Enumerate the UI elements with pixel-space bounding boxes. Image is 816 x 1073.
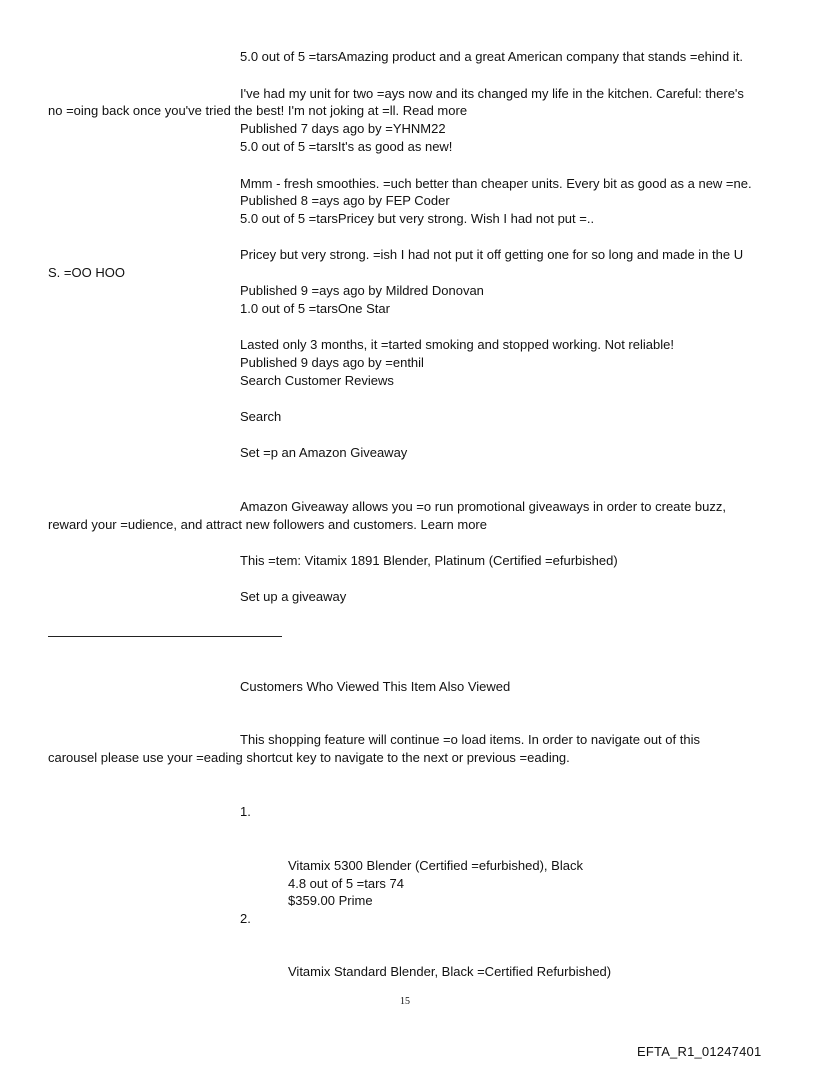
also-viewed-heading: Customers Who Viewed This Item Also Viewed xyxy=(240,679,511,694)
giveaway-heading: Set =p an Amazon Giveaway xyxy=(240,445,408,460)
review-2-meta: Published 8 =ays ago by FEP Coder xyxy=(240,193,450,208)
carousel-note-line-2: carousel please use your =eading shortcut key to navigate to the next or previous =eading. xyxy=(48,750,570,765)
giveaway-description-text: reward your =udience, and attract new followers and customers. xyxy=(48,517,421,532)
carousel-item-1-rating: 4.8 out of 5 =tars 74 xyxy=(288,876,404,891)
review-4-meta: Published 9 days ago by =enthil xyxy=(240,355,424,370)
review-1-heading: 5.0 out of 5 =tarsAmazing product and a great American company that stands =ehind it. xyxy=(240,49,743,64)
learn-more-link[interactable]: Learn more xyxy=(420,517,487,532)
review-3-body-line-2: S. =OO HOO xyxy=(48,265,125,280)
search-reviews-heading: Search Customer Reviews xyxy=(240,373,394,388)
bates-number: EFTA_R1_01247401 xyxy=(637,1044,762,1059)
carousel-item-1-title[interactable]: Vitamix 5300 Blender (Certified =efurbished), Black xyxy=(288,858,583,873)
review-4-heading: 1.0 out of 5 =tarsOne Star xyxy=(240,301,390,316)
carousel-note-line-1: This shopping feature will continue =o load items. In order to navigate out of this xyxy=(240,732,700,747)
review-1-body-line-2 xyxy=(48,102,467,119)
search-button[interactable]: Search xyxy=(240,409,282,424)
review-2-heading: 5.0 out of 5 =tarsIt's as good as new! xyxy=(240,139,453,154)
setup-giveaway-button[interactable]: Set up a giveaway xyxy=(240,589,347,604)
giveaway-description-line-1: Amazon Giveaway allows you =o run promotional giveaways in order to create buzz, xyxy=(240,499,726,514)
review-1-body-text: no =oing back once you've tried the best! I'm not joking at =ll. xyxy=(48,103,403,118)
carousel-item-2-number: 2. xyxy=(240,911,251,926)
review-1-body-line-1: I've had my unit for two =ays now and its changed my life in the kitchen. Careful: there's xyxy=(240,86,744,101)
carousel-item-1-price: $359.00 Prime xyxy=(288,893,373,908)
giveaway-item: This =tem: Vitamix 1891 Blender, Platinum (Certified =efurbished) xyxy=(240,553,618,568)
giveaway-description-line-2 xyxy=(48,516,487,533)
review-4-body: Lasted only 3 months, it =tarted smoking and stopped working. Not reliable! xyxy=(240,337,674,352)
review-1-meta: Published 7 days ago by =YHNM22 xyxy=(240,121,446,136)
review-3-meta: Published 9 =ays ago by Mildred Donovan xyxy=(240,283,484,298)
page-number: 15 xyxy=(400,996,410,1007)
review-3-heading: 5.0 out of 5 =tarsPricey but very strong. Wish I had not put =.. xyxy=(240,211,595,226)
carousel-item-2-title[interactable]: Vitamix Standard Blender, Black =Certified Refurbished) xyxy=(288,964,612,979)
review-2-body: Mmm - fresh smoothies. =uch better than cheaper units. Every bit as good as a new =ne. xyxy=(240,176,752,191)
review-1-read-more-link[interactable]: Read more xyxy=(402,103,468,118)
review-3-body-line-1: Pricey but very strong. =ish I had not put it off getting one for so long and made in the U xyxy=(240,247,744,262)
section-divider xyxy=(48,636,282,637)
carousel-item-1-number: 1. xyxy=(240,804,251,819)
